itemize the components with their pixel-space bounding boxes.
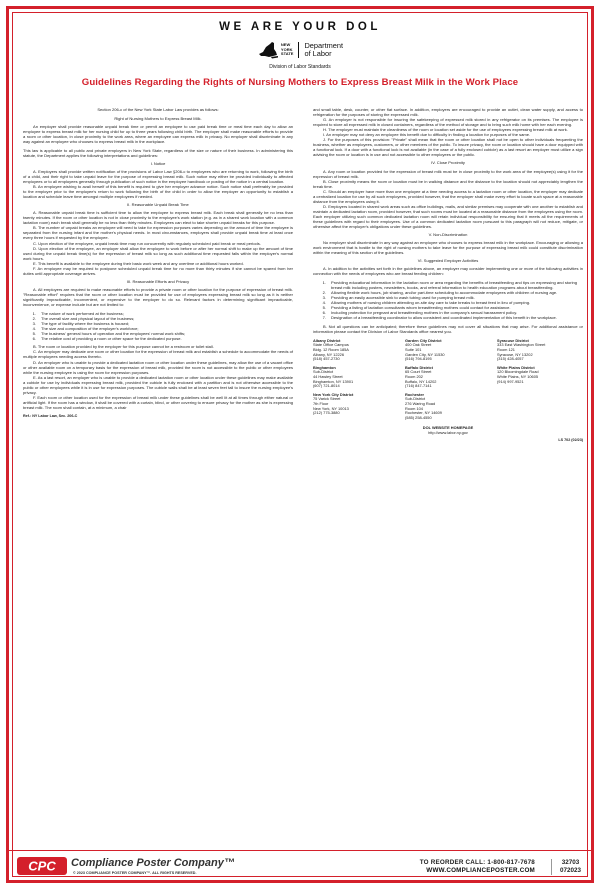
nys-logo <box>257 40 294 60</box>
homepage-url[interactable]: http://www.labor.ny.gov <box>428 429 468 435</box>
office-rochester: Rochester Sub-District 276 Waring Road Room 104 Rochester, NY 14609 (585) 258-4550 <box>405 391 442 420</box>
break-a: A. Reasonable unpaid break time is sufficient time to allow the employee to express breast milk. Each break shall generally be no less than twenty minutes. If the room or other location is not in close proximity to the employee's work station (e.g. as in a shared work location with a common lactation room) each break shall generally be no less than thirty minutes. Employees can elect to take shorter unpaid breaks for this purpose. <box>23 210 293 226</box>
proximity-c: C. Should an employer have more than one employee at a time needing access to a lactation room or other location, the employer may dedicate a centralized location for use by all such employees, provided however, that the employer shall make every effort to locate such space at a reasonable distance from the employees using it. <box>313 188 583 204</box>
privacy-f: F. Each room or other location used for the expression of breast milk under these guidelines shall be well lit at all times through either natural or artificial light. If the room has a window, it shall be covered with a curtain, blind, or other covering to ensure privacy for the mother as she is expressing breast milk. The room shall contain, at a minimum, a chair <box>23 394 293 410</box>
right-column <box>313 107 583 443</box>
applicability-text: This law is applicable to all public and private employers in New York State, regardless of the size or nature of their business. In administering this statute, the Department applies the following interpretations and guidelines: <box>23 147 293 158</box>
list-item: 6. The relative cost of providing a room or other space for the dedicated purpose. <box>32 335 182 341</box>
nys-word-new: NEW <box>280 42 291 48</box>
reorder-website[interactable]: WWW.COMPLIANCEPOSTER.COM <box>426 867 535 874</box>
break-f: F. An employee may be required to postpone scheduled unpaid break time for no more than thirty minutes if she cannot be spared from her duties until appropriate coverage arrives. <box>23 265 293 276</box>
privacy-b: B. The room or location provided by the employer for this purpose cannot be a restroom or toilet stall. <box>33 344 214 350</box>
list-item: 2. The overall size and physical layout of the business; <box>32 315 135 321</box>
privacy-h: H. The employer must maintain the cleanliness of the room or location set aside for the use of employees expressing breast milk at work. <box>323 127 568 133</box>
list-item: 3. Providing an easily accessible sink to wash tubing used for pumping breast milk. <box>322 295 475 301</box>
privacy-e: E. As a last resort, an employer who is unable to provide a dedicated lactation room or other location under these guidelines may make available a cubicle for use by individuals expressing breast milk, provided the cubicle is fully enclosed with a partition and is not otherwise accessible to the public or other employees while it is in use for expression purposes. The cubicle walls shall be at least seven feet tall to insure the nursing employee's privacy. <box>23 374 293 395</box>
break-c: C. Upon election of the employee, unpaid break time may run concurrently with regularly scheduled paid break or meal periods. <box>33 240 261 246</box>
list-item: 4. The size and composition of the employer's workforce; <box>32 325 139 331</box>
section-heading-notice: I. Notice <box>150 160 166 166</box>
privacy-f-continued: and small table, desk, counter, or other flat surface. In addition, employers are encouraged to provide an outlet, clean water supply, and access to refrigeration for the purposes of storing the expressed milk. <box>313 107 583 118</box>
list-item: 5. The business' general hours of operation and the employees' normal work shifts; <box>32 330 186 336</box>
break-e: E. This benefit is available to the employee during their basic work week and any overtime or additional hours worked. <box>33 260 244 266</box>
reorder-phone: TO REORDER CALL: 1-800-817-7678 <box>419 859 535 866</box>
poster-code-1: 32703 <box>561 859 580 866</box>
break-b: B. The number of unpaid breaks an employee will need to take for expression purposes varies depending on the amount of time the employee is separated from the nursing infant and the mother's physical needs. In most circumstances, employers shall provide unpaid break time at least once every three hours if requested by the employee. <box>23 225 293 241</box>
company-name: Compliance Poster Company™ <box>71 857 235 869</box>
poster-title: Guidelines Regarding the Rights of Nursing Mothers to Express Breast Milk in the Work Place <box>81 77 519 88</box>
privacy-j: J. For the purposes of this provision: "Private" shall mean that the room or other location shall not be open to other individuals frequenting the business, whether as employees, customers, or other members of the public. To insure privacy, the room or location should have a door equipped with a functional lock. If a door with a functional lock is not available (in the case of a fully enclosed cubicle) as a last resort an employer must utilize a sign advising the room or location is in use and not accessible to other employees or the public. <box>313 137 583 158</box>
proximity-b: B. Close proximity means the room or location must be in walking distance and the distance to the location should not appreciably lengthen the break time. <box>313 178 583 189</box>
nys-word-state: STATE <box>280 51 294 57</box>
cpc-logo-text: CPC <box>28 858 56 874</box>
law-text: An employer shall provide reasonable unpaid break time or permit an employee to use paid break time or meal time each day to allow an employee to express breast milk for her nursing child for up to three years following child birth. The employer shall make reasonable efforts to provide a room or other location, in close proximity to the work area, where an employee can express milk in privacy. No employer shall discriminate in any way against an employee who chooses to express breast milk in the workplace. <box>23 124 293 145</box>
list-item: 5. Providing a listing of lactation consultants whom breastfeeding mothers could contact for assistance. <box>322 305 511 311</box>
office-white-plains: White Plains District 120 Bloomingdale Road White Plains, NY 10605 (914) 997-9521 <box>497 364 539 384</box>
section-heading-privacy: III. Reasonable Efforts and Privacy <box>126 278 190 284</box>
list-item: 1. The nature of work performed at the business; <box>32 310 124 316</box>
list-item: 2. Allowing flexible work hours, job sharing, and/or part-time scheduling to accommodate employees with children of nursing age. <box>322 290 558 295</box>
poster-body <box>23 107 583 847</box>
division-name: Division of Labor Standards <box>269 64 331 70</box>
law-title: Right of Nursing Mothers to Express Breast Milk. <box>114 115 202 121</box>
homepage-label: DOL WEBSITE HOMEPAGE <box>422 425 474 431</box>
left-reference: Ref.: NY Labor Law, Sec. 206-C <box>23 413 78 418</box>
intro-text: Section 206-c of the New York State Labor Law provides as follows: <box>97 107 219 112</box>
privacy-factors-list <box>23 311 293 341</box>
nys-word-york: YORK <box>280 46 293 52</box>
privacy-a: A. All employers are required to make reasonable efforts to provide a private room or other location for the purpose of expression of breast milk. "Reasonable effort" requires that the room or other location must be provided for use of employees expressing breast milk so long as it is neither significantly impracticable, inconvenient, or expensive to the employer to do so. Relevant factors in determining significant impracticable, inconvenience, or expense include but are not limited to: <box>23 286 293 308</box>
reorder-info <box>420 859 535 875</box>
privacy-c: C. An employer may dedicate one room or other location for the expression of breast milk and establish a schedule to accommodate the needs of multiple employees needing access thereto. <box>23 349 293 360</box>
cpc-logo-icon <box>17 857 67 875</box>
privacy-g: G. An employer is not responsible for insuring the safekeeping of expressed milk stored in any refrigerator on its premises. The employee is required to store all expressed milk in closed containers, regardless of the method of storage and to bring such milk home with her each evening. <box>313 117 583 128</box>
office-binghamton: Binghamton Sub-District 44 Hawley Street Binghamton, NY 13901 (607) 721-8014 <box>313 364 354 389</box>
office-garden-city: Garden City District 400 Oak Street Suite 101 Garden City, NY 11530 (516) 794-8195 <box>405 337 445 362</box>
form-number: LS 702 (02/23) <box>558 437 583 442</box>
list-item: 6. Including protection for pregnant and breastfeeding mothers in the company's sexual harassment policy. <box>322 310 518 316</box>
notice-a: A. Employers shall provide written notification of the provisions of Labor Law §206-c to employees who are returning to work, following the birth of a child, and their right to take unpaid leave for the purpose of expressing breast milk. Such notice may either be provided individually to affected employees or to all employees generally through publication of such notice in the employee handbook or posting of the notice in a central location. <box>23 168 293 185</box>
banner: WE ARE YOUR DOL <box>219 21 381 33</box>
poster-header <box>9 9 591 88</box>
section-heading-suggested-activities: VI. Suggested Employer Activities <box>417 258 479 264</box>
list-item: 7. Designation of a breastfeeding coordinator to allow consistent and coordinated implementation of this benefit in the workplace. <box>322 315 557 321</box>
section-heading-proximity: IV. Close Proximity <box>431 160 465 166</box>
notice-b: B. An employee wishing to avail herself of this benefit is required to give her employer advance notice. Such notice shall preferably be provided to the employer prior to the employee's return to work following the birth of the child in order to allow the employer an opportunity to establish a location and schedule leave time amongst multiple employees if needed. <box>23 184 293 200</box>
office-buffalo: Buffalo District 65 Court Street Room 202 Buffalo, NY 14202 (716) 847-7141 <box>405 364 437 389</box>
activities-a: A. In addition to the activities set forth in the guidelines above, an employer may consider implementing one or more of the following activities in connection with the needs of employees who are breast feeding children: <box>313 266 583 277</box>
poster-codes <box>551 859 581 875</box>
copyright: © 2023 COMPLIANCE POSTER COMPANY™. ALL RIGHTS RESERVED. <box>73 871 197 875</box>
poster-frame <box>6 6 594 883</box>
activities-list <box>313 280 583 320</box>
list-item: 4. Allowing mothers of nursing children attending on-site day care to take breaks to breast feed in lieu of pumping. <box>322 300 531 306</box>
office-syracuse: Syracuse District 333 East Washington Street Room 121 Syracuse, NY 13202 (315) 428-4057 <box>497 337 546 362</box>
list-item: 1. Providing educational information in the lactation room or area regarding the benefits of breastfeeding and tips on expressing and storing breast milk including posters, newsletters, books, and referral information to health education programs about breastfeeding. <box>322 279 577 290</box>
nys-map-icon <box>257 40 279 60</box>
privacy-d: D. An employer who is unable to provide a dedicated lactation room or other location under these guidelines, may allow the use of a vacant office or other available room on a temporary basis for the expression of breast milk, provided the room is not accessible to the public or other employees while the nursing employee is using the room for expression purposes. <box>23 359 293 375</box>
proximity-d: D. Employers located in shared work areas such as office buildings, malls, and similar premises may cooperate with one another to establish and maintain a dedicated lactation room, provided however, that such rooms must be located at a reasonable distance from the employees using the room. Each employer utilizing such common dedicated lactation room will retain individual responsibility for ensuring that it meets all the requirements of these guidelines with regard to their employees. Use of a common dedicated lactation room pursuant to this paragraph will not reduce, mitigate, or otherwise affect the employer's obligations under these guidelines. <box>313 203 583 230</box>
break-d: D. Upon election of the employee, an employer shall allow the employee to work before or after her normal shift to make up the amount of time used during the unpaid break time(s) for the expression of breast milk so long as such additional time requested falls within the employer's normal work hours. <box>23 245 293 261</box>
nys-wordmark <box>281 43 294 56</box>
office-albany: Albany District State Office Campus Bldg. 12 Room 185A Albany, NY 12226 (518) 457-2730 <box>313 337 349 362</box>
privacy-i: I. An employer may not deny an employee this benefit due to difficulty in finding a location for purposes of the same. <box>323 132 531 138</box>
department-line-2: of Labor <box>304 49 332 58</box>
dol-homepage <box>313 426 583 435</box>
poster-code-2: 072023 <box>559 867 581 874</box>
section-heading-non-discrimination: V. Non-Discrimination <box>428 232 468 238</box>
department-name <box>298 42 343 59</box>
left-column <box>23 107 293 419</box>
non-discrimination-text: No employer shall discriminate in any way against an employee who chooses to express breast milk in the workplace. Encouraging or allowing a work environment that is hostile to the right of nursing mothers to take leave for the purpose of expressing breast milk could constitute discrimination within the meaning of this section of the guidelines. <box>313 240 583 256</box>
district-offices <box>313 339 583 421</box>
poster-footer <box>9 850 591 880</box>
activities-b: B. Not all questions can be anticipated; therefore these guidelines may not cover all situations that may arise. For additional assistance or information please contact the Division of Labor Standards office nearest you. <box>313 323 583 334</box>
proximity-a: A. Any room or location provided for the expression of breast milk must be in close proximity to the work area of the employee(s) using it for the expression of breast milk. <box>313 168 583 179</box>
list-item: 3. The type of facility where the business is housed; <box>32 320 130 326</box>
department-line-1: Department <box>304 40 344 50</box>
agency-logo <box>9 40 591 60</box>
section-heading-break-time: II. Reasonable Unpaid Break Time <box>127 202 189 208</box>
office-nyc: New York City District 75 Varick Street 7th Floor New York, NY 10013 (212) 775-3880 <box>313 391 354 416</box>
